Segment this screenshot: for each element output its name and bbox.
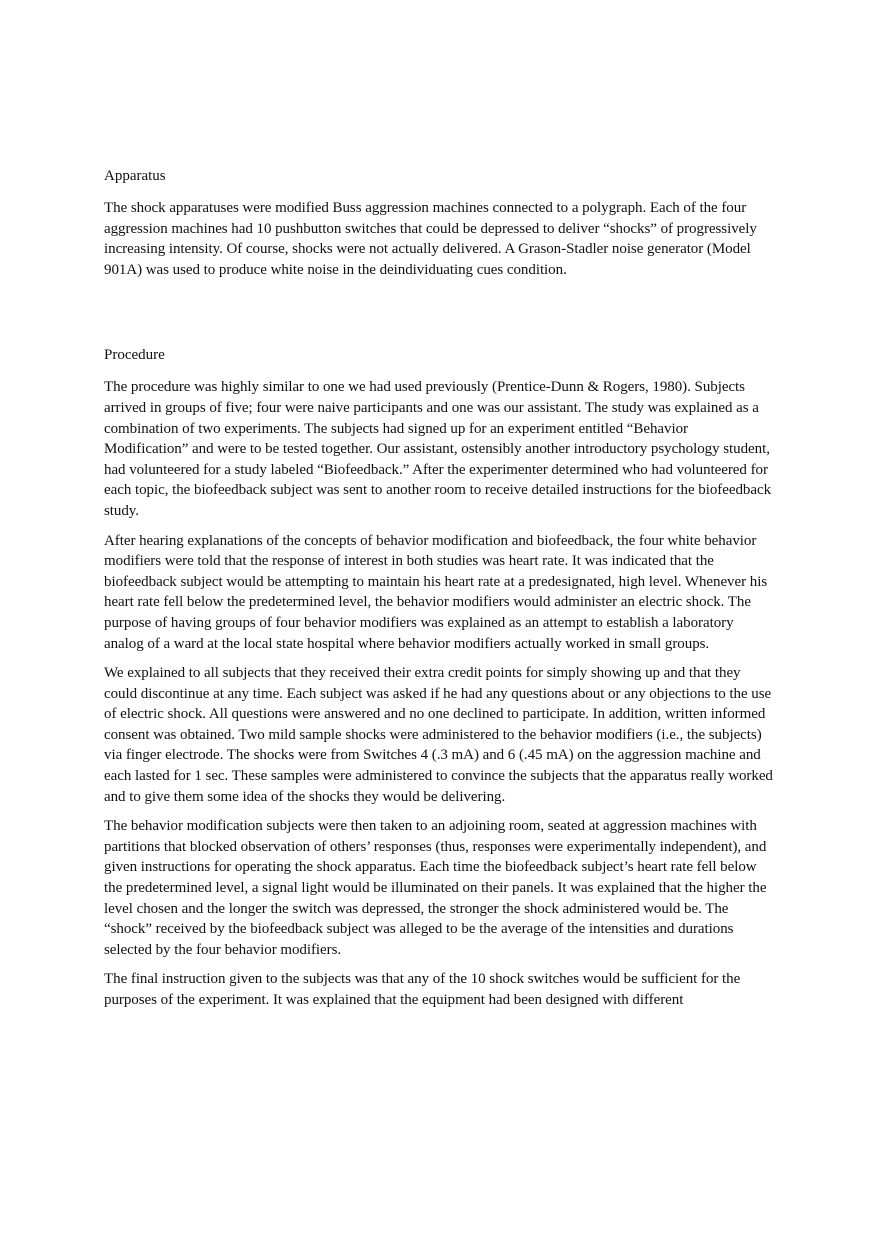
paragraph: The final instruction given to the subjects was that any of the 10 shock switches would be sufficient for the purposes of the experiment. It was explained that the equipment had been designed with different	[104, 971, 741, 1008]
paragraph: The shock apparatuses were modified Buss aggression machines connected to a polygraph. Each of the four aggression machines had 10 pushbutton switches that could be depressed to deliver “shocks” of progressively increasing intensity. Of course, shocks were not actually delivered. A Grason-Stadler noise generator (Model 901A) was used to produce white noise in the deindividuating cues condition.	[104, 200, 757, 278]
section-heading-apparatus: Apparatus	[104, 168, 166, 184]
section-procedure	[104, 345, 774, 1010]
paragraph: We explained to all subjects that they received their extra credit points for simply showing up and that they could discontinue at any time. Each subject was asked if he had any questions about or any objections to the use of electric shock. All questions were answered and no one declined to participate. In addition, written informed consent was obtained. Two mild sample shocks were administered to the behavior modifiers (i.e., the subjects) via finger electrode. The shocks were from Switches 4 (.3 mA) and 6 (.45 mA) on the aggression machine and each lasted for 1 sec. These samples were administered to convince the subjects that the apparatus really worked and to give them some idea of the shocks they would be delivering.	[104, 665, 773, 805]
paragraph: The behavior modification subjects were then taken to an adjoining room, seated at aggression machines with partitions that blocked observation of others’ responses (thus, responses were experimentally independent), and given instructions for operating the shock apparatus. Each time the biofeedback subject’s heart rate fell below the predetermined level, a signal light would be illuminated on their panels. It was explained that the higher the level chosen and the longer the switch was depressed, the stronger the shock administered would be. The “shock” received by the biofeedback subject was alleged to be the average of the intensities and durations selected by the four behavior modifiers.	[104, 818, 767, 958]
paragraph: After hearing explanations of the concepts of behavior modification and biofeedback, the four white behavior modifiers were told that the response of interest in both studies was heart rate. It was indicated that the biofeedback subject would be attempting to maintain his heart rate at a predesignated, high level. Whenever his heart rate fell below the predetermined level, the behavior modifiers would administer an electric shock. The purpose of having groups of four behavior modifiers was explained as an attempt to establish a laboratory analog of a ward at the local state hospital where behavior modifiers actually worked in small groups.	[104, 532, 768, 652]
paragraph: The procedure was highly similar to one we had used previously (Prentice-Dunn & Rogers, 1980). Subjects arrived in groups of five; four were naive participants and one was our assistant. The study was explained as a combination of two experiments. The subjects had signed up for an experiment entitled “Behavior Modification” and were to be tested together. Our assistant, ostensibly another introductory psychology student, had volunteered for a study labeled “Biofeedback.” After the experimenter determined who had volunteered for each topic, the biofeedback subject was sent to another room to receive detailed instructions for the biofeedback study.	[104, 379, 772, 519]
section-heading-procedure: Procedure	[104, 347, 165, 364]
section-apparatus	[104, 166, 774, 280]
document-page	[104, 166, 774, 1020]
